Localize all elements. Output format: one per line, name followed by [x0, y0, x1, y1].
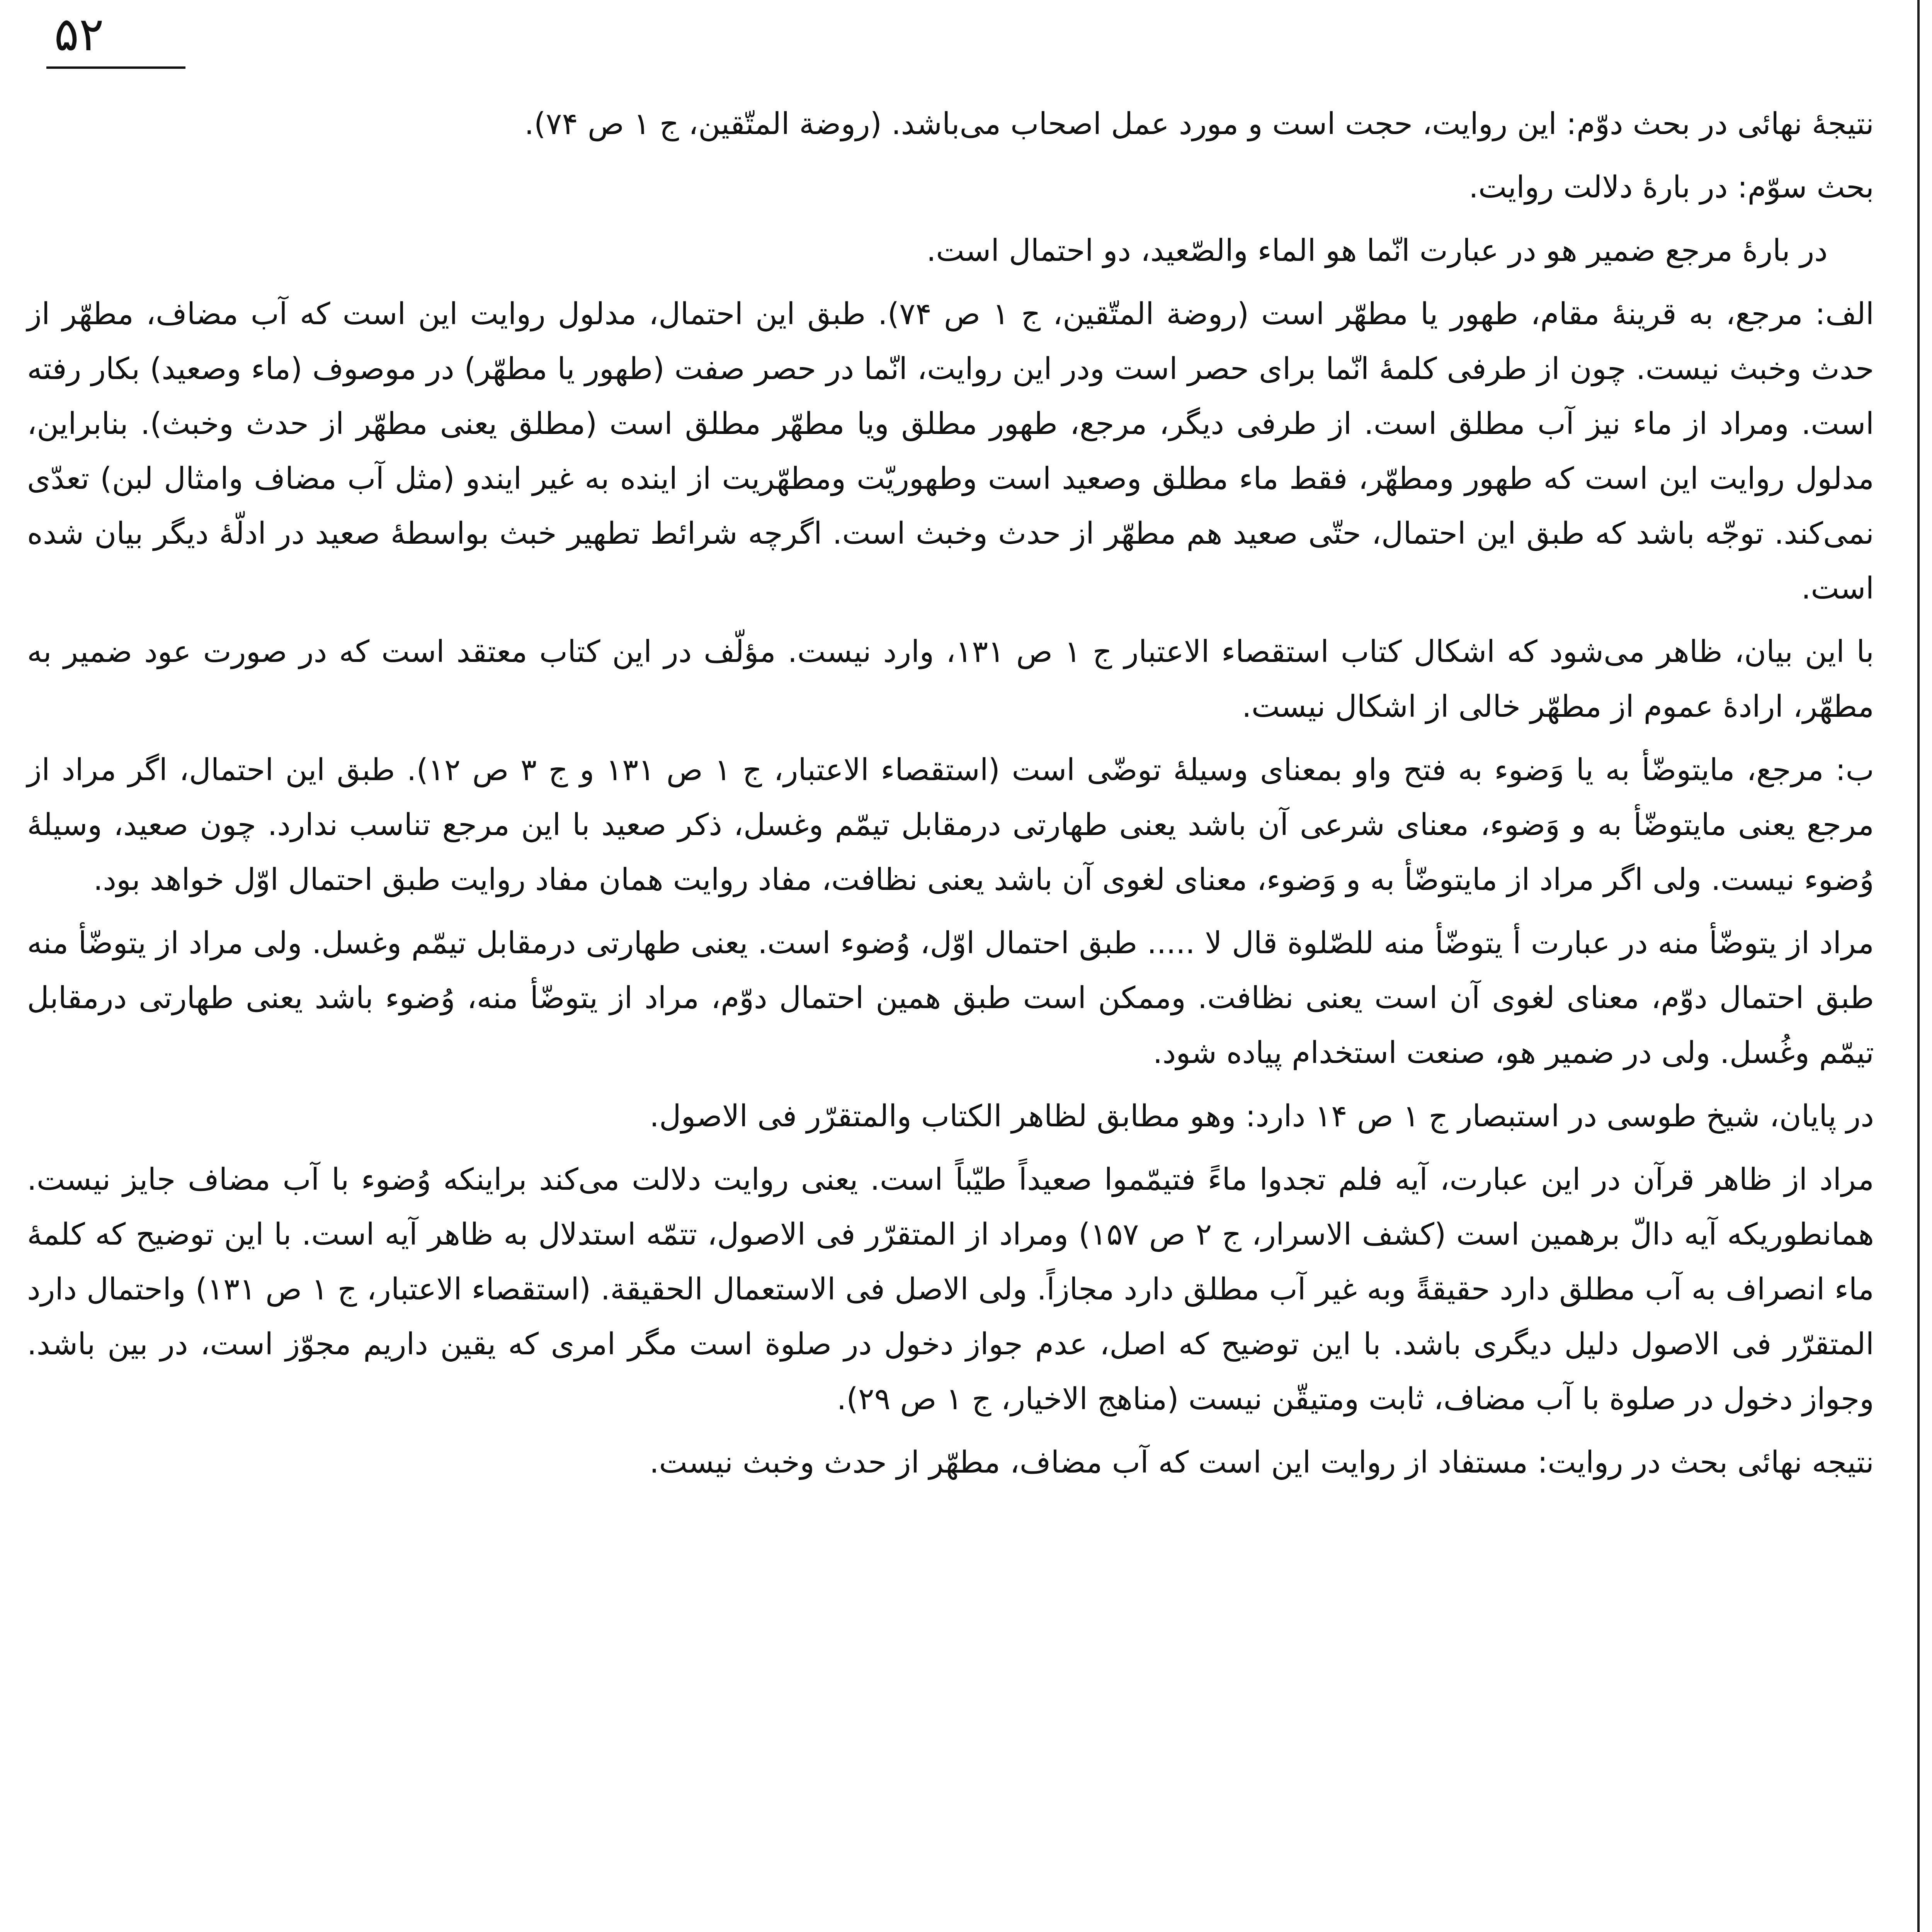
paragraph-possibility-alef: الف: مرجع، به قرینهٔ مقام، طهور یا مطهّر است (روضة المتّقین، ج ۱ ص ۷۴). طبق این احتمال، مدلول روایت این است که آب مضاف، مطهّر از حدث وخبث نیست. چون از طرفی کلمهٔ انّما برای حصر است ودر این روایت، انّما در حصر صفت (طهور یا مطهّر) در موصوف (ماء وصعید) بکار رفته است. ومراد از ماء نیز آب مطلق است. از طرفی دیگر، مرجع، طهور مطلق ویا مطهّر مطلق است (مطلق یعنی مطهّر از حدث وخبث). بنابراین، مدلول روایت این است که طهور ومطهّر، فقط ماء مطلق وصعید است وطهوریّت ومطهّریت از اینده به غیر ایندو (مثل آب مضاف وامثال لبن) تعدّی نمی‌کند. توجّه باشد که طبق این احتمال، حتّی صعید هم مطهّر از حدث وخبث است. اگرچه شرائط تطهیر خبث بواسطهٔ صعید در ادلّهٔ دیگر بیان شده است.: [27, 297, 1874, 606]
page-number: ۵۲: [54, 8, 104, 61]
paragraph-istiqsa-objection: با این بیان، ظاهر می‌شود که اشکال کتاب استقصاء الاعتبار ج ۱ ص ۱۳۱، وارد نیست. مؤلّف در این کتاب معتقد است که در صورت عود ضمیر به مطهّر، ارادهٔ عموم از مطهّر خالی از اشکال نیست.: [27, 634, 1874, 724]
page-body: [27, 97, 1874, 1932]
paragraph-quran-evidence: مراد از ظاهر قرآن در این عبارت، آیه فلم تجدوا ماءً فتیمّموا صعیداً طیّباً است. یعنی روایت دلالت می‌کند براینکه وُضوء با آب مضاف جایز نیست. همانطوریکه آیه دالّ برهمین است (کشف الاسرار، ج ۲ ص ۱۵۷) ومراد از المتقرّر فی الاصول، تتمّه استدلال به ظاهر آیه است. با این توضیح که کلمهٔ ماء انصراف به آب مطلق دارد حقیقةً وبه غیر آب مطلق دارد مجازاً. ولی الاصل فی الاستعمال الحقیقة. (استقصاء الاعتبار، ج ۱ ص ۱۳۱) واحتمال دارد المتقرّر فی الاصول دلیل دیگری باشد. با این توضیح که اصل، عدم جواز دخول در صلوة است مگر امری که یقین داریم مجوّز است، در بین باشد. وجواز دخول در صلوة با آب مضاف، ثابت ومتیقّن نیست (مناهج الاخیار، ج ۱ ص ۲۹).: [27, 1162, 1874, 1417]
page-number-underline: [46, 66, 185, 69]
paragraph-yatawadda-meaning: مراد از یتوضّأ منه در عبارت أ یتوضّأ منه للصّلوة قال لا ..... طبق احتمال اوّل، وُضوء است. یعنی طهارتی درمقابل تیمّم وغسل. ولی مراد از یتوضّأ منه طبق احتمال دوّم، معنای لغوی آن است یعنی نظافت. وممکن است طبق همین احتمال دوّم، مراد از یتوضّأ منه، وُضوء باشد یعنی طهارتی درمقابل تیمّم وغُسل. ولی در ضمیر هو، صنعت استخدام پیاده شود.: [27, 926, 1874, 1070]
paragraph-possibility-be: ب: مرجع، مایتوضّأ به یا وَضوء به فتح واو بمعنای وسیلهٔ توضّی است (استقصاء الاعتبار، ج ۱ ص ۱۳۱ و ج ۳ ص ۱۲). طبق این احتمال، اگر مراد از مرجع یعنی مایتوضّأ به و وَضوء، معنای شرعی آن باشد یعنی طهارتی درمقابل تیمّم وغسل، ذکر صعید با این مرجع تناسب ندارد. چون صعید، وسیلهٔ وُضوء نیست. ولی اگر مراد از مایتوضّأ به و وَضوء، معنای لغوی آن باشد یعنی نظافت، مفاد روایت همان مفاد روایت طبق احتمال اوّل خواهد بود.: [27, 753, 1874, 897]
paragraph-final-result-second-topic: نتیجهٔ نهائی در بحث دوّم: این روایت، حجت است و مورد عمل اصحاب می‌باشد. (روضة المتّقین، ج ۱ ص ۷۴).: [524, 107, 1874, 141]
section-heading-third-topic: بحث سوّم: در بارهٔ دلالت روایت.: [1469, 170, 1874, 205]
scan-right-edge: [1917, 0, 1920, 1932]
paragraph-pronoun-reference: در بارهٔ مرجع ضمیر هو در عبارت انّما هو الماء والصّعید، دو احتمال است.: [926, 233, 1828, 268]
paragraph-final-conclusion: نتیجه نهائی بحث در روایت: مستفاد از روایت این است که آب مضاف، مطهّر از حدث وخبث نیست.: [649, 1445, 1874, 1480]
paragraph-sheikh-tusi: در پایان، شیخ طوسی در استبصار ج ۱ ص ۱۴ دارد: وهو مطابق لظاهر الکتاب والمتقرّر فی الاصول.: [650, 1099, 1874, 1134]
